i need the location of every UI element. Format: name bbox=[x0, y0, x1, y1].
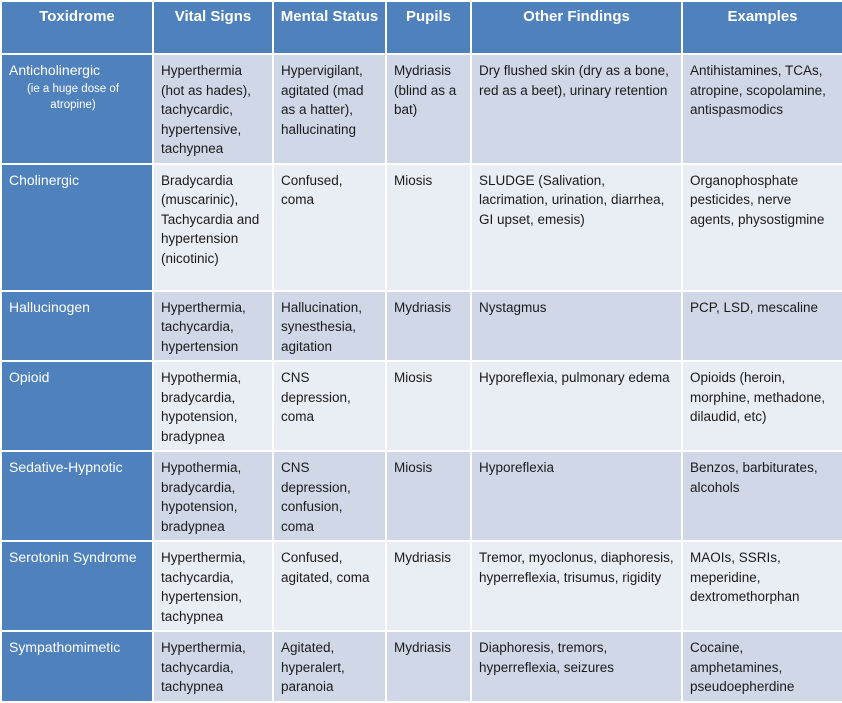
pupils-cell: Miosis bbox=[386, 361, 471, 451]
other-findings-cell: Hyporeflexia, pulmonary edema bbox=[471, 361, 682, 451]
toxidrome-cell: Hallucinogen bbox=[1, 291, 153, 362]
vital-signs-cell: Hypothermia, bradycardia, hypotension, bradypnea bbox=[153, 361, 273, 451]
table-row bbox=[1, 54, 842, 164]
mental-status-cell: Hypervigilant, agitated (mad as a hatter), hallucinating bbox=[273, 54, 386, 164]
vital-signs-cell: Hyperthermia, tachycardia, hypertension, tachypnea bbox=[153, 541, 273, 631]
header-other-findings: Other Findings bbox=[471, 1, 682, 54]
toxidrome-name: Anticholinergic bbox=[9, 62, 101, 78]
table-header bbox=[1, 1, 842, 54]
pupils-cell: Miosis bbox=[386, 164, 471, 291]
header-toxidrome: Toxidrome bbox=[1, 1, 153, 54]
header-vital-signs: Vital Signs bbox=[153, 1, 273, 54]
table-body bbox=[1, 54, 842, 702]
table-row bbox=[1, 164, 842, 291]
other-findings-cell: Hyporeflexia bbox=[471, 451, 682, 541]
examples-cell: Benzos, barbiturates, alcohols bbox=[682, 451, 842, 541]
examples-cell: Organophosphate pesticides, nerve agents, physostigmine bbox=[682, 164, 842, 291]
pupils-cell: Mydriasis bbox=[386, 631, 471, 702]
toxidrome-cell: Serotonin Syndrome bbox=[1, 541, 153, 631]
other-findings-cell: Diaphoresis, tremors, hyperreflexia, seizures bbox=[471, 631, 682, 702]
vital-signs-cell: Hyperthermia, tachycardia, hypertension bbox=[153, 291, 273, 362]
mental-status-cell: Agitated, hyperalert, paranoia bbox=[273, 631, 386, 702]
vital-signs-cell: Bradycardia (muscarinic), Tachycardia and hypertension (nicotinic) bbox=[153, 164, 273, 291]
table-row bbox=[1, 451, 842, 541]
header-row bbox=[1, 1, 842, 54]
examples-cell: Opioids (heroin, morphine, methadone, dilaudid, etc) bbox=[682, 361, 842, 451]
examples-cell: PCP, LSD, mescaline bbox=[682, 291, 842, 362]
mental-status-cell: Confused, agitated, coma bbox=[273, 541, 386, 631]
pupils-cell: Mydriasis bbox=[386, 291, 471, 362]
other-findings-cell: SLUDGE (Salivation, lacrimation, urination, diarrhea, GI upset, emesis) bbox=[471, 164, 682, 291]
header-examples: Examples bbox=[682, 1, 842, 54]
vital-signs-cell: Hyperthermia, tachycardia, tachypnea bbox=[153, 631, 273, 702]
toxidrome-cell: Sympathomimetic bbox=[1, 631, 153, 702]
other-findings-cell: Tremor, myoclonus, diaphoresis, hyperreflexia, trisumus, rigidity bbox=[471, 541, 682, 631]
vital-signs-cell: Hyperthermia (hot as hades), tachycardic, hypertensive, tachypnea bbox=[153, 54, 273, 164]
table-row bbox=[1, 631, 842, 702]
mental-status-cell: CNS depression, confusion, coma bbox=[273, 451, 386, 541]
toxidrome-cell: Cholinergic bbox=[1, 164, 153, 291]
pupils-cell: Miosis bbox=[386, 451, 471, 541]
pupils-cell: Mydriasis (blind as a bat) bbox=[386, 54, 471, 164]
toxidrome-cell: Opioid bbox=[1, 361, 153, 451]
table-row bbox=[1, 291, 842, 362]
header-pupils: Pupils bbox=[386, 1, 471, 54]
other-findings-cell: Nystagmus bbox=[471, 291, 682, 362]
examples-cell: Antihistamines, TCAs, atropine, scopolamine, antispasmodics bbox=[682, 54, 842, 164]
table-row bbox=[1, 361, 842, 451]
header-mental-status: Mental Status bbox=[273, 1, 386, 54]
vital-signs-cell: Hypothermia, bradycardia, hypotension, bradypnea bbox=[153, 451, 273, 541]
examples-cell: Cocaine, amphetamines, pseudoepherdine bbox=[682, 631, 842, 702]
table-row bbox=[1, 541, 842, 631]
toxidrome-note: (ie a huge dose of atropine) bbox=[26, 82, 120, 111]
mental-status-cell: Hallucination, synesthesia, agitation bbox=[273, 291, 386, 362]
examples-cell: MAOIs, SSRIs, meperidine, dextromethorphan bbox=[682, 541, 842, 631]
toxidrome-cell: Sedative-Hypnotic bbox=[1, 451, 153, 541]
mental-status-cell: Confused, coma bbox=[273, 164, 386, 291]
mental-status-cell: CNS depression, coma bbox=[273, 361, 386, 451]
toxidrome-cell bbox=[1, 54, 153, 164]
pupils-cell: Mydriasis bbox=[386, 541, 471, 631]
other-findings-cell: Dry flushed skin (dry as a bone, red as a beet), urinary retention bbox=[471, 54, 682, 164]
